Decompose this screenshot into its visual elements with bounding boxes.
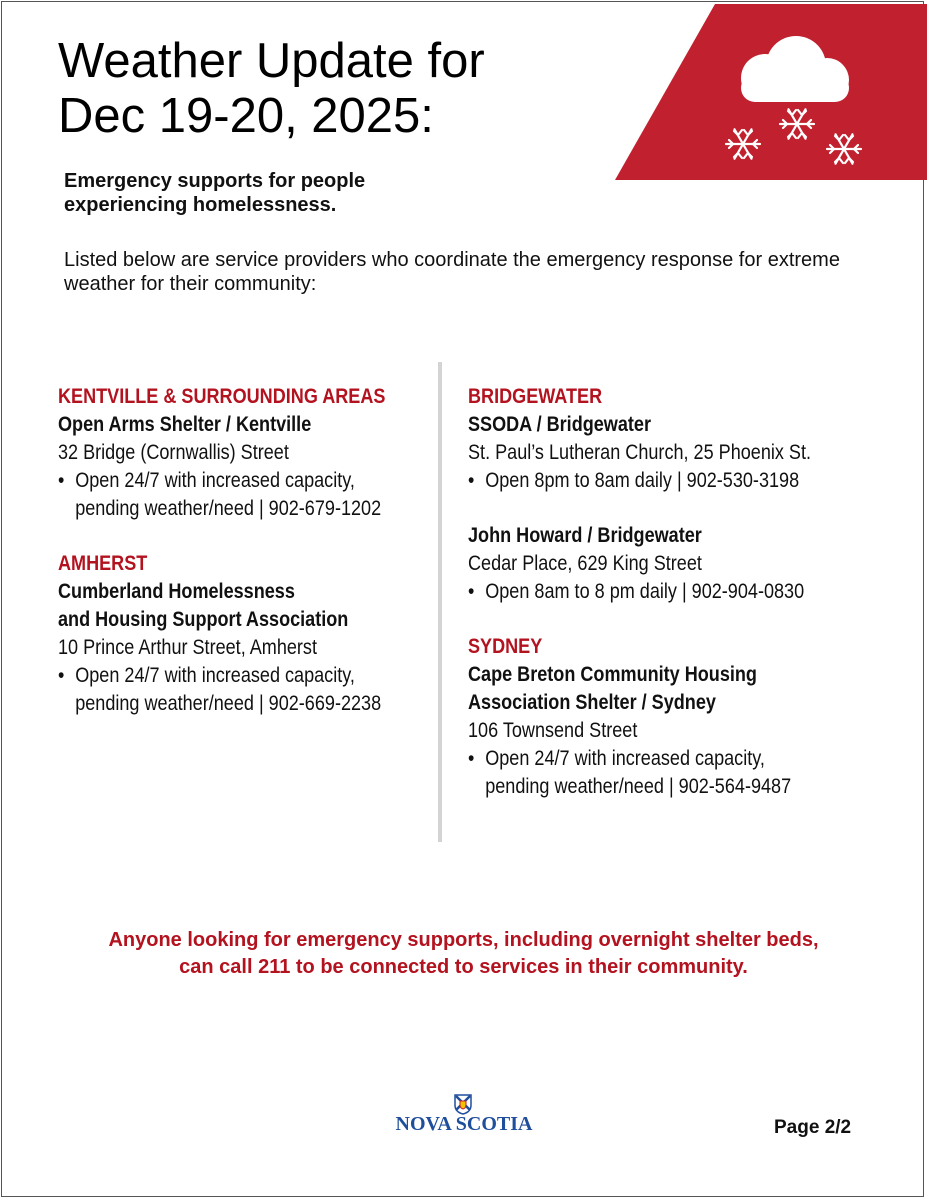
provider-details	[468, 578, 829, 606]
title-line-1: Weather Update for	[58, 34, 485, 88]
provider-name: Association Shelter / Sydney	[468, 691, 716, 714]
bullet-dot-icon: •	[58, 469, 65, 492]
detail-line: Open 8pm to 8am daily | 902-530-3198	[485, 469, 800, 492]
provider-name: John Howard / Bridgewater	[468, 524, 702, 547]
nova-scotia-logo	[386, 1093, 542, 1137]
region-heading: SYDNEY	[468, 635, 543, 658]
detail-line: Open 24/7 with increased capacity,	[75, 469, 355, 492]
detail-line: Open 24/7 with increased capacity,	[485, 747, 765, 770]
shelter-entry	[468, 633, 888, 801]
detail-line: pending weather/need | 902-564-9487	[485, 775, 792, 798]
provider-address: 106 Townsend Street	[468, 719, 638, 742]
weather-banner	[615, 4, 927, 180]
region-heading: AMHERST	[58, 552, 148, 575]
lead-text: Emergency supports for people experiencing homelessness.	[64, 170, 366, 216]
shelter-entry	[468, 383, 888, 495]
notice-line-2: can call 211 to be connected to services in their community.	[179, 956, 748, 978]
notice-line-1: Anyone looking for emergency supports, including overnight shelter beds,	[108, 929, 819, 951]
provider-name: Cape Breton Community Housing	[468, 663, 757, 686]
provider-details	[468, 467, 829, 495]
region-heading: BRIDGEWATER	[468, 385, 603, 408]
provider-details	[58, 467, 382, 523]
right-column	[468, 383, 888, 828]
detail-line: Open 24/7 with increased capacity,	[75, 664, 355, 687]
provider-details	[58, 662, 382, 718]
detail-line: pending weather/need | 902-669-2238	[75, 692, 382, 715]
bullet-dot-icon: •	[468, 747, 475, 770]
shelter-entry	[58, 550, 428, 718]
provider-name: Cumberland Homelessness	[58, 580, 295, 603]
provider-address: Cedar Place, 629 King Street	[468, 552, 702, 575]
provider-address: 32 Bridge (Cornwallis) Street	[58, 441, 289, 464]
intro-text: Listed below are service providers who coordinate the emergency response for extreme weather for their community:	[64, 249, 840, 295]
page-title	[58, 34, 485, 144]
shelter-entry	[468, 522, 888, 606]
region-heading: KENTVILLE & SURROUNDING AREAS	[58, 385, 386, 408]
provider-address: 10 Prince Arthur Street, Amherst	[58, 636, 317, 659]
provider-address: St. Paul’s Lutheran Church, 25 Phoenix St.	[468, 441, 812, 464]
title-line-2: Dec 19-20, 2025:	[58, 89, 434, 143]
nova-scotia-flag-icon	[453, 1093, 473, 1115]
provider-name: SSODA / Bridgewater	[468, 413, 651, 436]
bullet-dot-icon: •	[468, 469, 475, 492]
column-divider	[438, 362, 442, 842]
provider-name: and Housing Support Association	[58, 608, 349, 631]
left-column	[58, 383, 428, 745]
call-211-notice	[0, 927, 927, 981]
logo-text: NOVA SCOTIA	[395, 1113, 533, 1135]
page-number: Page 2/2	[774, 1117, 852, 1138]
detail-line: pending weather/need | 902-679-1202	[75, 497, 382, 520]
detail-line: Open 8am to 8 pm daily | 902-904-0830	[485, 580, 805, 603]
provider-name: Open Arms Shelter / Kentville	[58, 413, 312, 436]
provider-details	[468, 745, 829, 801]
shelter-entry	[58, 383, 428, 523]
bullet-dot-icon: •	[468, 580, 475, 603]
bullet-dot-icon: •	[58, 664, 65, 687]
